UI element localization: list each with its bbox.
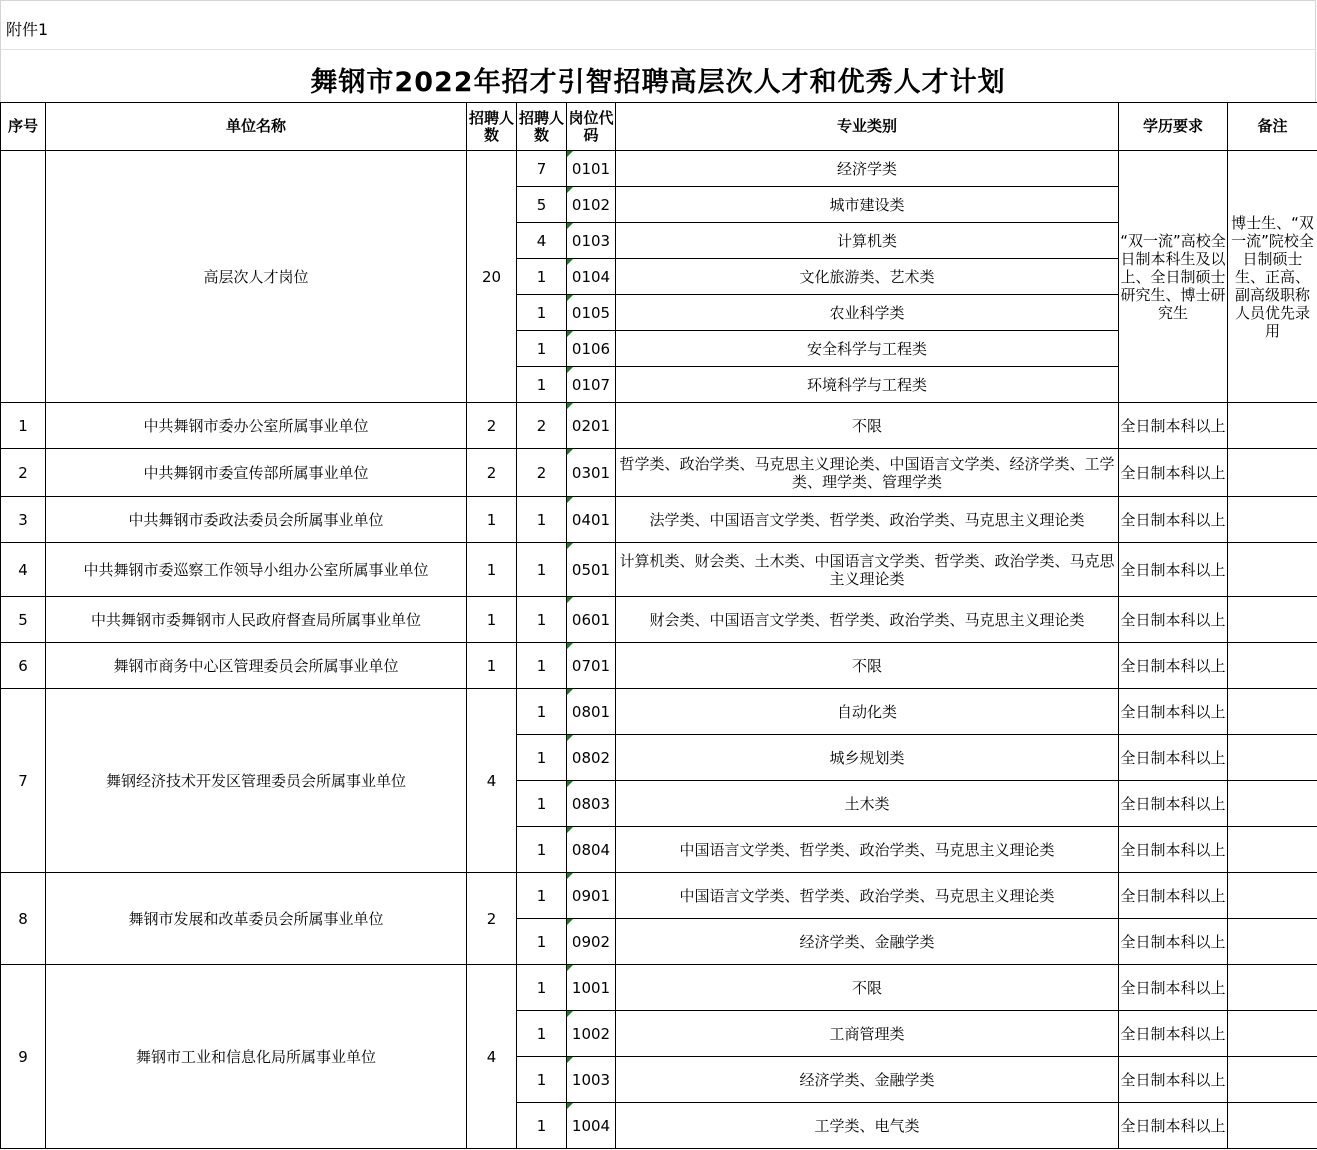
count-cell: 1 [517,689,567,735]
count-cell: 5 [517,187,567,223]
major-cell: 土木类 [616,781,1119,827]
recruitment-plan-table [0,102,1317,1149]
note-cell [1228,1057,1317,1103]
note-cell [1228,403,1317,449]
total-cell: 2 [467,449,517,497]
total-cell: 20 [467,151,517,403]
note-cell: 博士生、“双一流”院校全日制硕士生、正高、副高级职称人员优先录用 [1228,151,1317,403]
seq-cell: 2 [1,449,46,497]
seq-cell: 3 [1,497,46,543]
header-major: 专业类别 [616,103,1119,151]
position-code-cell: 1002 [567,1011,616,1057]
unit-name-cell: 高层次人才岗位 [46,151,467,403]
position-code-cell: 0601 [567,597,616,643]
note-cell [1228,965,1317,1011]
position-code-cell: 0902 [567,919,616,965]
note-cell [1228,735,1317,781]
count-cell: 1 [517,331,567,367]
unit-name-cell: 中共舞钢市委舞钢市人民政府督查局所属事业单位 [46,597,467,643]
education-cell: 全日制本科以上 [1119,643,1228,689]
note-cell [1228,1011,1317,1057]
count-cell: 1 [517,1057,567,1103]
count-cell: 1 [517,543,567,597]
note-cell [1228,873,1317,919]
count-cell: 2 [517,403,567,449]
education-cell: 全日制本科以上 [1119,965,1228,1011]
major-cell: 环境科学与工程类 [616,367,1119,403]
total-cell: 2 [467,873,517,965]
education-cell: 全日制本科以上 [1119,449,1228,497]
major-cell: 经济学类、金融学类 [616,1057,1119,1103]
table-row [1,689,1317,735]
position-code-cell: 0804 [567,827,616,873]
major-cell: 安全科学与工程类 [616,331,1119,367]
education-cell: 全日制本科以上 [1119,827,1228,873]
position-code-cell: 0401 [567,497,616,543]
count-cell: 1 [517,919,567,965]
major-cell: 不限 [616,643,1119,689]
position-code-cell: 0104 [567,259,616,295]
unit-name-cell: 舞钢市商务中心区管理委员会所属事业单位 [46,643,467,689]
education-cell: 全日制本科以上 [1119,1103,1228,1149]
position-code-cell: 0103 [567,223,616,259]
note-cell [1228,1103,1317,1149]
table-row [1,643,1317,689]
major-cell: 城市建设类 [616,187,1119,223]
header-count: 招聘人数 [517,103,567,151]
position-code-cell: 1001 [567,965,616,1011]
count-cell: 2 [517,449,567,497]
note-cell [1228,597,1317,643]
position-code-cell: 0105 [567,295,616,331]
unit-name-cell: 舞钢市工业和信息化局所属事业单位 [46,965,467,1149]
count-cell: 1 [517,643,567,689]
unit-name-cell: 舞钢经济技术开发区管理委员会所属事业单位 [46,689,467,873]
education-cell: 全日制本科以上 [1119,1011,1228,1057]
position-code-cell: 0901 [567,873,616,919]
major-cell: 城乡规划类 [616,735,1119,781]
header-seq: 序号 [1,103,46,151]
table-row [1,543,1317,597]
seq-cell [1,151,46,403]
position-code-cell: 0301 [567,449,616,497]
seq-cell: 7 [1,689,46,873]
header-note: 备注 [1228,103,1317,151]
note-cell [1228,543,1317,597]
position-code-cell: 0101 [567,151,616,187]
position-code-cell: 1004 [567,1103,616,1149]
table-row [1,965,1317,1011]
count-cell: 1 [517,597,567,643]
major-cell: 计算机类 [616,223,1119,259]
note-cell [1228,919,1317,965]
total-cell: 1 [467,643,517,689]
major-cell: 自动化类 [616,689,1119,735]
table-row [1,497,1317,543]
count-cell: 4 [517,223,567,259]
education-cell: 全日制本科以上 [1119,543,1228,597]
major-cell: 不限 [616,403,1119,449]
position-code-cell: 0501 [567,543,616,597]
education-cell: 全日制本科以上 [1119,689,1228,735]
seq-cell: 5 [1,597,46,643]
table-row [1,873,1317,919]
major-cell: 法学类、中国语言文学类、哲学类、政治学类、马克思主义理论类 [616,497,1119,543]
position-code-cell: 0106 [567,331,616,367]
header-unit: 单位名称 [46,103,467,151]
position-code-cell: 1003 [567,1057,616,1103]
header-code: 岗位代码 [567,103,616,151]
major-cell: 哲学类、政治学类、马克思主义理论类、中国语言文学类、经济学类、工学类、理学类、管理学类 [616,449,1119,497]
position-code-cell: 0802 [567,735,616,781]
count-cell: 1 [517,259,567,295]
count-cell: 1 [517,965,567,1011]
education-cell: 全日制本科以上 [1119,1057,1228,1103]
total-cell: 1 [467,497,517,543]
education-cell: 全日制本科以上 [1119,919,1228,965]
table-row [1,449,1317,497]
total-cell: 2 [467,403,517,449]
total-cell: 4 [467,689,517,873]
major-cell: 工学类、电气类 [616,1103,1119,1149]
position-code-cell: 0801 [567,689,616,735]
unit-name-cell: 舞钢市发展和改革委员会所属事业单位 [46,873,467,965]
note-cell [1228,689,1317,735]
major-cell: 财会类、中国语言文学类、哲学类、政治学类、马克思主义理论类 [616,597,1119,643]
note-cell [1228,827,1317,873]
count-cell: 1 [517,873,567,919]
position-code-cell: 0201 [567,403,616,449]
total-cell: 4 [467,965,517,1149]
count-cell: 1 [517,781,567,827]
total-cell: 1 [467,543,517,597]
seq-cell: 9 [1,965,46,1149]
note-cell [1228,497,1317,543]
count-cell: 1 [517,1011,567,1057]
table-body [1,151,1317,1149]
note-cell [1228,781,1317,827]
education-cell: 全日制本科以上 [1119,497,1228,543]
major-cell: 不限 [616,965,1119,1011]
major-cell: 中国语言文学类、哲学类、政治学类、马克思主义理论类 [616,873,1119,919]
seq-cell: 1 [1,403,46,449]
education-cell: 全日制本科以上 [1119,735,1228,781]
education-cell: “双一流”高校全日制本科生及以上、全日制硕士研究生、博士研究生 [1119,151,1228,403]
total-cell: 1 [467,597,517,643]
table-row [1,403,1317,449]
count-cell: 1 [517,1103,567,1149]
major-cell: 中国语言文学类、哲学类、政治学类、马克思主义理论类 [616,827,1119,873]
seq-cell: 8 [1,873,46,965]
count-cell: 1 [517,367,567,403]
count-cell: 1 [517,735,567,781]
position-code-cell: 0803 [567,781,616,827]
count-cell: 7 [517,151,567,187]
title-row [0,49,1316,102]
education-cell: 全日制本科以上 [1119,403,1228,449]
major-cell: 农业科学类 [616,295,1119,331]
major-cell: 文化旅游类、艺术类 [616,259,1119,295]
header-row [1,103,1317,151]
count-cell: 1 [517,295,567,331]
position-code-cell: 0102 [567,187,616,223]
major-cell: 经济学类 [616,151,1119,187]
table-row [1,597,1317,643]
table-row [1,151,1317,187]
header-education: 学历要求 [1119,103,1228,151]
count-cell: 1 [517,827,567,873]
position-code-cell: 0107 [567,367,616,403]
unit-name-cell: 中共舞钢市委巡察工作领导小组办公室所属事业单位 [46,543,467,597]
major-cell: 计算机类、财会类、土木类、中国语言文学类、哲学类、政治学类、马克思主义理论类 [616,543,1119,597]
count-cell: 1 [517,497,567,543]
unit-name-cell: 中共舞钢市委政法委员会所属事业单位 [46,497,467,543]
page-title: 舞钢市2022年招才引智招聘高层次人才和优秀人才计划 [310,67,1006,98]
seq-cell: 6 [1,643,46,689]
attachment-row [0,0,1316,49]
header-total: 招聘人数 [467,103,517,151]
major-cell: 经济学类、金融学类 [616,919,1119,965]
education-cell: 全日制本科以上 [1119,597,1228,643]
attachment-label: 附件1 [6,20,49,39]
education-cell: 全日制本科以上 [1119,781,1228,827]
note-cell [1228,449,1317,497]
major-cell: 工商管理类 [616,1011,1119,1057]
education-cell: 全日制本科以上 [1119,873,1228,919]
unit-name-cell: 中共舞钢市委办公室所属事业单位 [46,403,467,449]
position-code-cell: 0701 [567,643,616,689]
seq-cell: 4 [1,543,46,597]
unit-name-cell: 中共舞钢市委宣传部所属事业单位 [46,449,467,497]
note-cell [1228,643,1317,689]
